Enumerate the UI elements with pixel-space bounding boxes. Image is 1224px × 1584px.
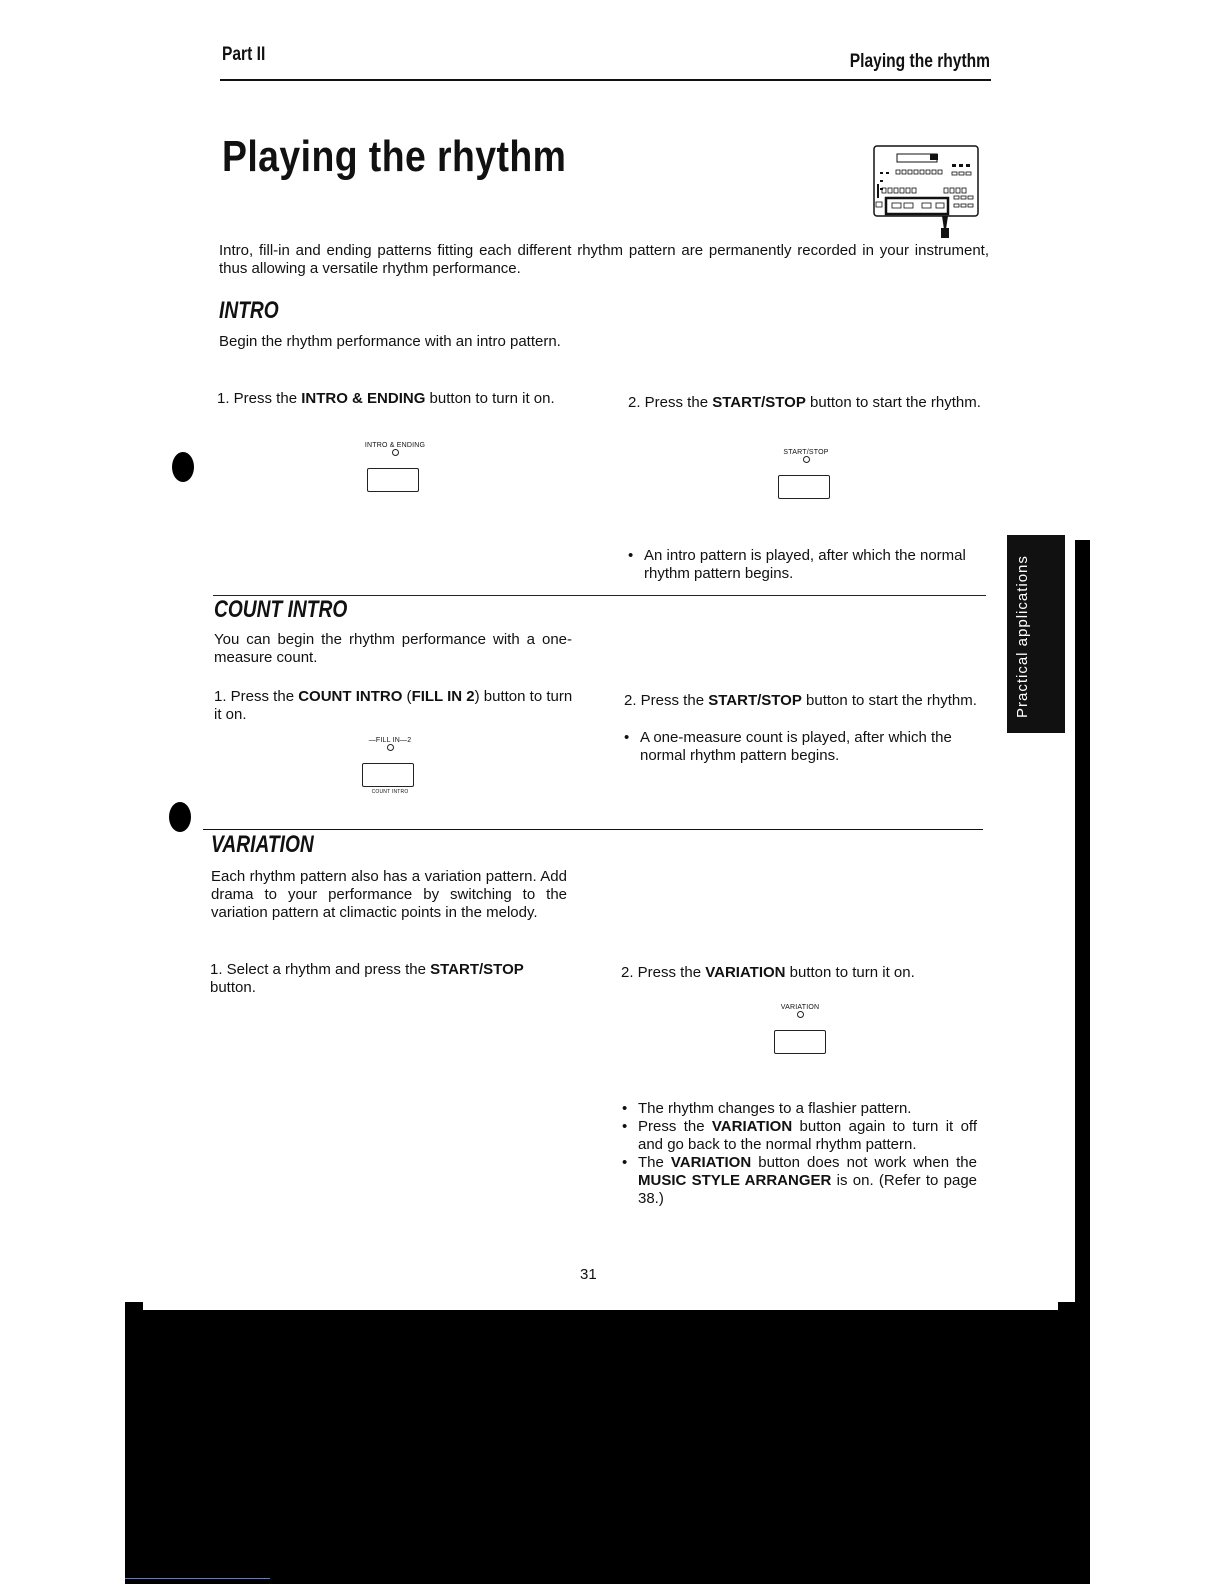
- page-title: Playing the rhythm: [222, 132, 567, 181]
- intro-paragraph: Intro, fill-in and ending patterns fitting each different rhythm pattern are permanently recorded in your instrument, thus allowing a versatile rhythm performance.: [219, 242, 989, 277]
- intro-note: • An intro pattern is played, after which the normal rhythm pattern begins.: [623, 547, 985, 583]
- scan-margin-left: [0, 0, 125, 1584]
- fill-in-2-label: —FILL IN—2: [368, 737, 412, 744]
- intro-ending-button: [367, 468, 419, 492]
- intro-description: Begin the rhythm performance with an intro pattern.: [219, 333, 561, 350]
- count-intro-button-figure: [340, 737, 440, 795]
- heading-intro: INTRO: [219, 297, 279, 324]
- count-intro-description: You can begin the rhythm performance with a one-measure count.: [214, 631, 572, 666]
- variation-led: [797, 1011, 804, 1018]
- header-part: Part II: [222, 44, 266, 65]
- variation-button-label: VARIATION: [780, 1004, 820, 1011]
- divider-2: [203, 829, 983, 830]
- variation-description: Each rhythm pattern also has a variation pattern. Add drama to your performance by switching to the variation pattern at climactic points in the melody.: [211, 868, 567, 921]
- start-stop-button-1: [778, 475, 830, 499]
- count-intro-note: • A one-measure count is played, after which the normal rhythm pattern begins.: [619, 729, 983, 765]
- count-intro-led: [387, 744, 394, 751]
- intro-ending-button-figure: [345, 442, 445, 492]
- scan-edge-line: [125, 1578, 270, 1579]
- variation-step-2: 2. Press the VARIATION button to turn it on.: [621, 964, 915, 981]
- variation-button: [774, 1030, 826, 1054]
- variation-note-1: • The rhythm changes to a flashier pattern.: [617, 1100, 977, 1118]
- page-number: 31: [580, 1266, 597, 1283]
- count-intro-step-1: 1. Press the COUNT INTRO (FILL IN 2) button to turn it on.: [214, 688, 573, 723]
- binder-hole-mark: [169, 802, 191, 832]
- count-intro-notes: [619, 729, 983, 765]
- heading-count-intro: COUNT INTRO: [214, 596, 348, 623]
- intro-ending-led: [392, 449, 399, 456]
- intro-step-2: 2. Press the START/STOP button to start the rhythm.: [628, 394, 981, 411]
- variation-note-3: • The VARIATION button does not work when the MUSIC STYLE ARRANGER is on. (Refer to page 38.): [617, 1154, 977, 1208]
- start-stop-led-1: [803, 456, 810, 463]
- variation-notes: [617, 1100, 977, 1208]
- scan-margin-right-top: [1075, 0, 1224, 540]
- intro-notes: [623, 547, 985, 583]
- count-intro-button: [362, 763, 414, 787]
- header-section: Playing the rhythm: [849, 51, 990, 72]
- count-intro-label: COUNT INTRO: [371, 789, 409, 795]
- variation-button-figure: [750, 1004, 850, 1054]
- count-intro-step-2: 2. Press the START/STOP button to start the rhythm.: [624, 692, 977, 709]
- start-stop-button-label-1: START/STOP: [783, 449, 829, 456]
- heading-variation: VARIATION: [211, 831, 314, 858]
- page-bottom-edge: [143, 1302, 1058, 1310]
- binder-hole-mark: [172, 452, 194, 482]
- manual-page: [125, 0, 1075, 1302]
- header-rule: [220, 79, 991, 81]
- variation-step-1: 1. Select a rhythm and press the START/STOP button.: [210, 961, 524, 996]
- variation-note-2: • Press the VARIATION button again to turn it off and go back to the normal rhythm pattern.: [617, 1118, 977, 1154]
- side-tab-label: Practical applications: [1014, 555, 1031, 718]
- control-panel-diagram-icon: [872, 144, 982, 240]
- scan-margin-right-bottom: [1090, 540, 1224, 1584]
- start-stop-button-figure-1: [756, 449, 856, 499]
- intro-step-1: 1. Press the INTRO & ENDING button to turn it on.: [217, 390, 555, 407]
- intro-ending-button-label: INTRO & ENDING: [364, 442, 426, 449]
